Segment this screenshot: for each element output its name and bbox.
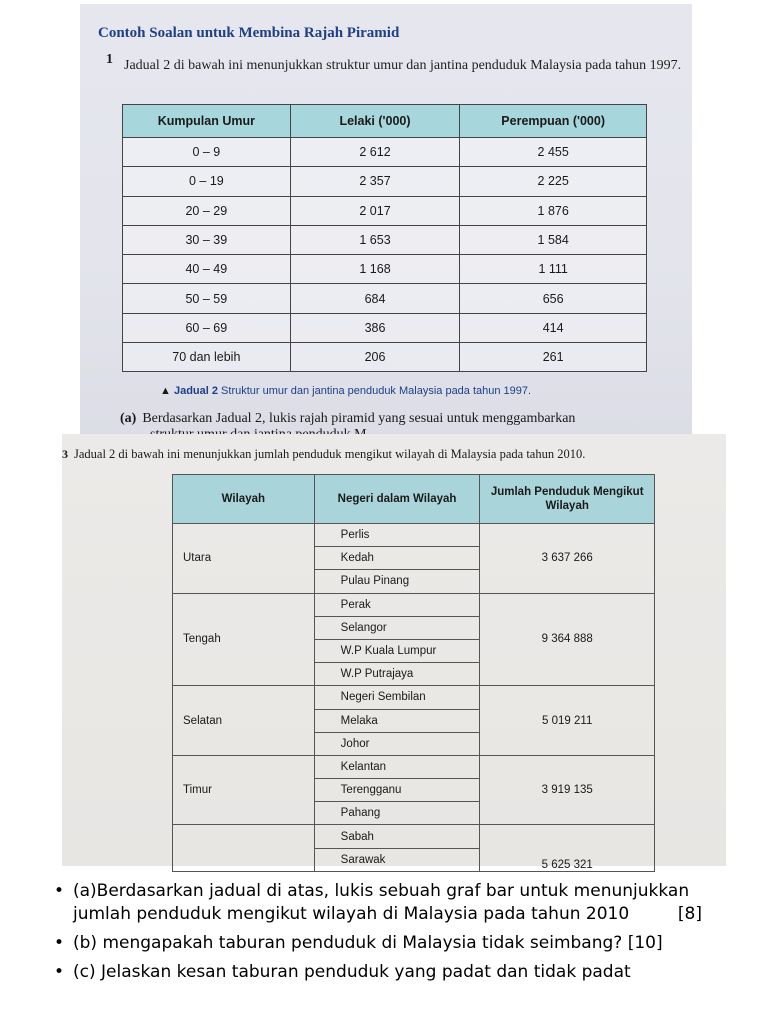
question-text: Jadual 2 di bawah ini menunjukkan struktur umur dan jantina penduduk Malaysia pada tahun 1997. [124, 58, 682, 73]
male-cell: 684 [290, 284, 460, 313]
population-cell: 5 625 321 [480, 825, 655, 871]
caption-label: Jadual 2 [173, 385, 218, 397]
question-text: Jadual 2 di bawah ini menunjukkan jumlah penduduk mengikut wilayah di Malaysia pada tahun 2010. [74, 447, 586, 461]
male-cell: 2 017 [290, 196, 460, 225]
male-cell: 386 [290, 313, 460, 342]
sub-question-label: (a) [120, 411, 137, 426]
state-cell: Pahang [314, 802, 480, 825]
table-row [173, 825, 655, 848]
textbook-photo-1 [80, 4, 692, 434]
table-row [173, 755, 655, 778]
state-cell: Pulau Pinang [314, 570, 480, 593]
question-b-text: (b) mengapakah taburan penduduk di Malaysia tidak seimbang? [73, 933, 623, 953]
age-cell: 0 – 19 [123, 167, 291, 196]
state-cell: W.P Kuala Lumpur [314, 639, 480, 662]
state-cell: Sabah [314, 825, 480, 848]
age-cell: 30 – 39 [123, 225, 291, 254]
male-cell: 2 357 [290, 167, 460, 196]
female-cell: 656 [460, 284, 647, 313]
question-number: 1 [106, 52, 113, 67]
table-row [123, 138, 647, 167]
region-cell: Tengah [173, 593, 315, 686]
state-cell: Sarawak [314, 848, 480, 871]
population-cell: 3 637 266 [480, 524, 655, 594]
question-number: 3 [62, 447, 68, 461]
header-region: Wilayah [173, 475, 315, 524]
male-cell: 2 612 [290, 138, 460, 167]
textbook-photo-2 [62, 434, 726, 871]
age-cell: 50 – 59 [123, 284, 291, 313]
table-caption [160, 385, 531, 397]
table-row [123, 225, 647, 254]
section-heading: Contoh Soalan untuk Membina Rajah Piramid [98, 25, 400, 41]
population-cell: 3 919 135 [480, 755, 655, 825]
question-a-mark: [8] [677, 904, 702, 924]
female-cell: 414 [460, 313, 647, 342]
triangle-icon: ▲ [160, 385, 171, 397]
header-states: Negeri dalam Wilayah [314, 475, 480, 524]
table-row [123, 255, 647, 284]
sub-question-text: Berdasarkan Jadual 2, lukis rajah piramid yang sesuai untuk menggambarkan [142, 411, 576, 426]
state-cell: Perak [314, 593, 480, 616]
female-cell: 2 455 [460, 138, 647, 167]
caption-text: Struktur umur dan jantina penduduk Malaysia pada tahun 1997. [221, 385, 532, 397]
female-cell: 1 584 [460, 225, 647, 254]
sub-question [120, 411, 575, 427]
region-population-table [172, 474, 655, 872]
age-cell: 0 – 9 [123, 138, 291, 167]
age-cell: 40 – 49 [123, 255, 291, 284]
header-male: Lelaki ('000) [290, 105, 460, 138]
region-cell: Selatan [173, 686, 315, 756]
male-cell: 206 [290, 343, 460, 372]
table-row [123, 343, 647, 372]
female-cell: 261 [460, 343, 647, 372]
header-age-group: Kumpulan Umur [123, 105, 291, 138]
state-cell: W.P Putrajaya [314, 663, 480, 686]
table-row [173, 593, 655, 616]
header-population: Jumlah Penduduk Mengikut Wilayah [480, 475, 655, 524]
female-cell: 1 876 [460, 196, 647, 225]
table-row [123, 196, 647, 225]
age-cell: 20 – 29 [123, 196, 291, 225]
state-cell: Terengganu [314, 779, 480, 802]
state-cell: Negeri Sembilan [314, 686, 480, 709]
question-list [52, 880, 702, 990]
list-item [52, 932, 702, 955]
female-cell: 2 225 [460, 167, 647, 196]
table-row [123, 167, 647, 196]
state-cell: Kelantan [314, 755, 480, 778]
table-row [123, 313, 647, 342]
question-a-text: (a)Berdasarkan jadual di atas, lukis sebuah graf bar untuk menunjukkan jumlah penduduk mengikut wilayah di Malaysia pada tahun 2010 [73, 881, 690, 924]
region-cell [173, 825, 315, 871]
male-cell: 1 653 [290, 225, 460, 254]
state-cell: Kedah [314, 547, 480, 570]
age-cell: 70 dan lebih [123, 343, 291, 372]
table-row [173, 524, 655, 547]
header-female: Perempuan ('000) [460, 105, 647, 138]
female-cell: 1 111 [460, 255, 647, 284]
age-cell: 60 – 69 [123, 313, 291, 342]
age-gender-table [122, 104, 647, 372]
state-cell: Perlis [314, 524, 480, 547]
population-cell: 9 364 888 [480, 593, 655, 686]
state-cell: Melaka [314, 709, 480, 732]
region-cell: Timur [173, 755, 315, 825]
state-cell: Selangor [314, 616, 480, 639]
male-cell: 1 168 [290, 255, 460, 284]
question-c-text: (c) Jelaskan kesan taburan penduduk yang padat dan tidak padat [73, 962, 631, 982]
region-cell: Utara [173, 524, 315, 594]
list-item [52, 961, 702, 984]
list-item [52, 880, 702, 926]
question-b-mark: [10] [627, 933, 663, 953]
table-row [123, 284, 647, 313]
state-cell: Johor [314, 732, 480, 755]
population-cell: 5 019 211 [480, 686, 655, 756]
table-row [173, 686, 655, 709]
